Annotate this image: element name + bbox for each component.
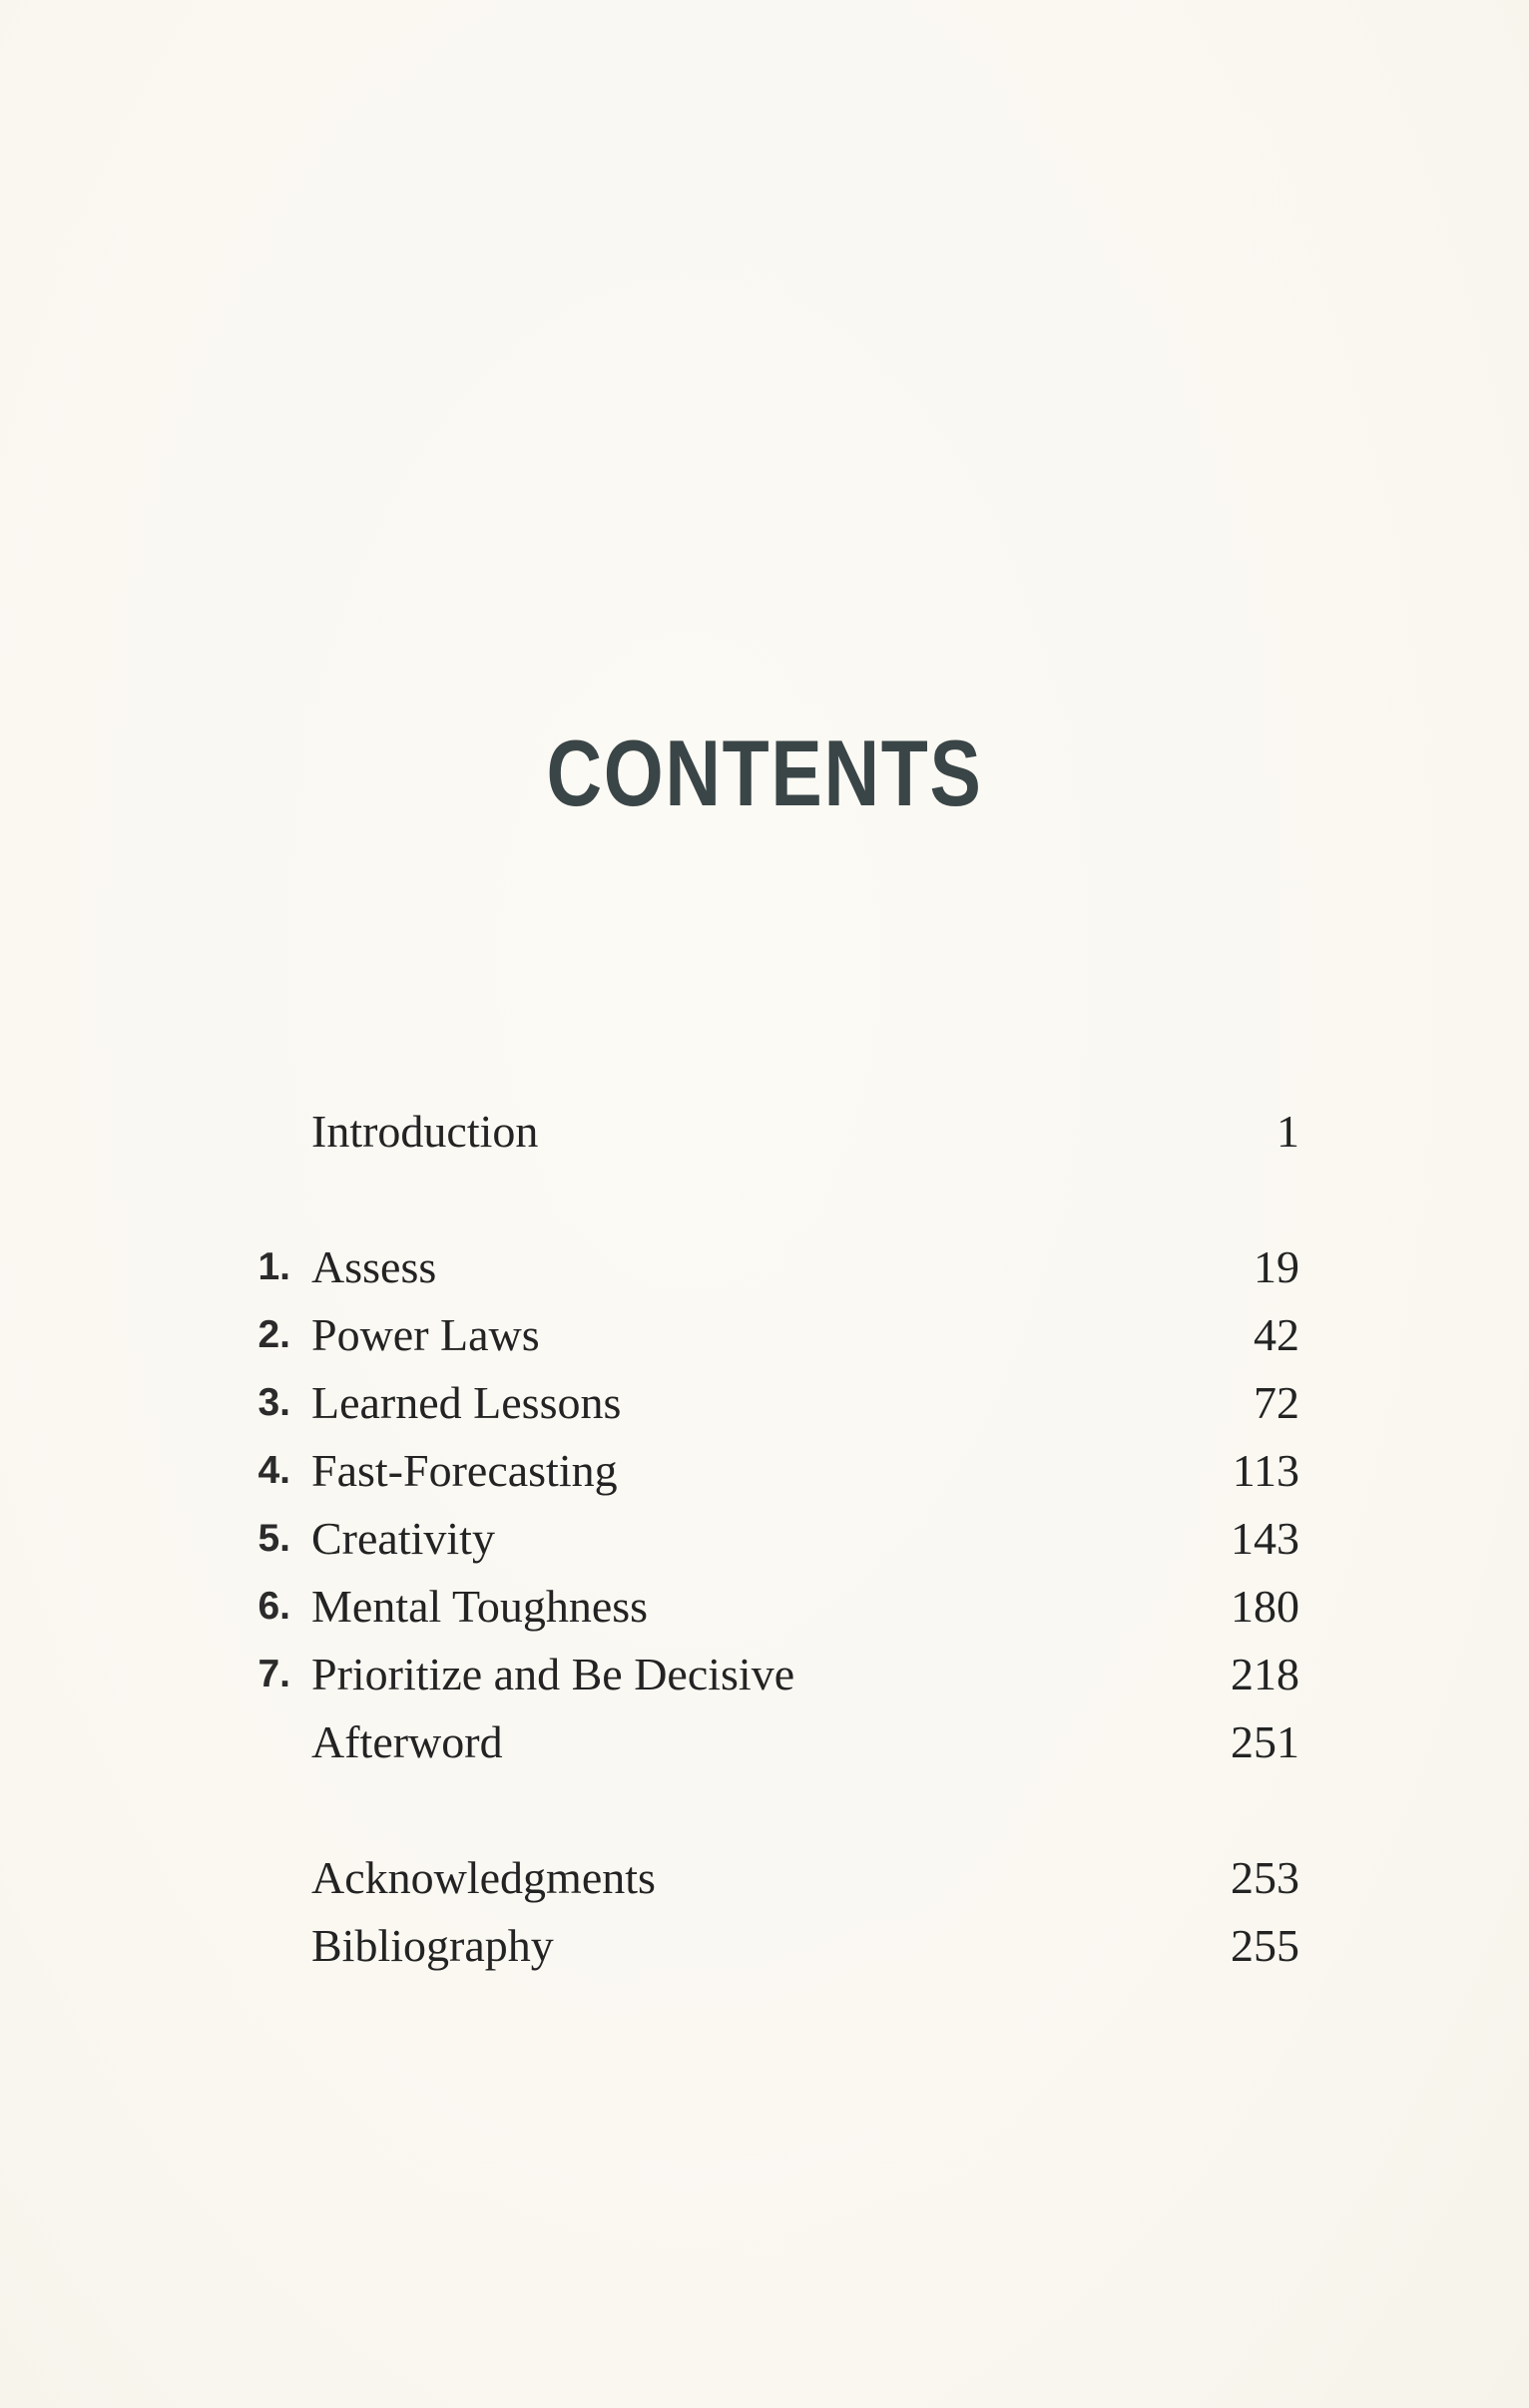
entry-title: Introduction bbox=[311, 1106, 539, 1157]
entry-title: Learned Lessons bbox=[311, 1377, 622, 1428]
page-number: 19 bbox=[1254, 1241, 1299, 1292]
page-number: 72 bbox=[1254, 1377, 1299, 1428]
toc-entry-chapter-5 bbox=[0, 1505, 1529, 1573]
toc-entry-chapter-4 bbox=[0, 1437, 1529, 1505]
entry-title: Fast-Forecasting bbox=[311, 1445, 618, 1496]
chapter-number: 2. bbox=[257, 1313, 290, 1356]
entry-title: Afterword bbox=[311, 1716, 503, 1767]
entry-title: Bibliography bbox=[311, 1920, 554, 1971]
toc-entry-chapter-3 bbox=[0, 1369, 1529, 1437]
toc-entry-bibliography bbox=[0, 1912, 1529, 1980]
entry-title: Creativity bbox=[311, 1513, 495, 1564]
chapter-number: 4. bbox=[257, 1449, 290, 1492]
page-number: 251 bbox=[1231, 1716, 1299, 1767]
entry-title: Acknowledgments bbox=[311, 1852, 656, 1903]
page-number: 253 bbox=[1231, 1852, 1299, 1903]
page-number: 42 bbox=[1254, 1309, 1299, 1360]
page-number: 113 bbox=[1232, 1445, 1299, 1496]
toc-entry-acknowledgments bbox=[0, 1844, 1529, 1912]
page-number: 1 bbox=[1276, 1106, 1299, 1157]
page-number: 255 bbox=[1231, 1920, 1299, 1971]
entry-title: Power Laws bbox=[311, 1309, 540, 1360]
toc-entry-chapter-7 bbox=[0, 1641, 1529, 1708]
chapter-number: 3. bbox=[257, 1381, 290, 1424]
entry-title: Prioritize and Be Decisive bbox=[311, 1649, 795, 1699]
toc-entry-introduction bbox=[0, 1098, 1529, 1166]
entry-title: Mental Toughness bbox=[311, 1581, 649, 1632]
toc-entry-chapter-2 bbox=[0, 1301, 1529, 1369]
toc-entry-chapter-6 bbox=[0, 1573, 1529, 1641]
chapter-number: 5. bbox=[257, 1517, 290, 1560]
page-number: 218 bbox=[1231, 1649, 1299, 1699]
chapter-number: 7. bbox=[257, 1653, 290, 1695]
entry-title: Assess bbox=[311, 1241, 437, 1292]
page-number: 143 bbox=[1231, 1513, 1299, 1564]
toc-entry-afterword bbox=[0, 1708, 1529, 1776]
chapter-number: 1. bbox=[257, 1245, 290, 1288]
page-title: CONTENTS bbox=[546, 721, 983, 825]
page-number: 180 bbox=[1231, 1581, 1299, 1632]
toc-entry-chapter-1 bbox=[0, 1233, 1529, 1301]
chapter-number: 6. bbox=[257, 1585, 290, 1628]
